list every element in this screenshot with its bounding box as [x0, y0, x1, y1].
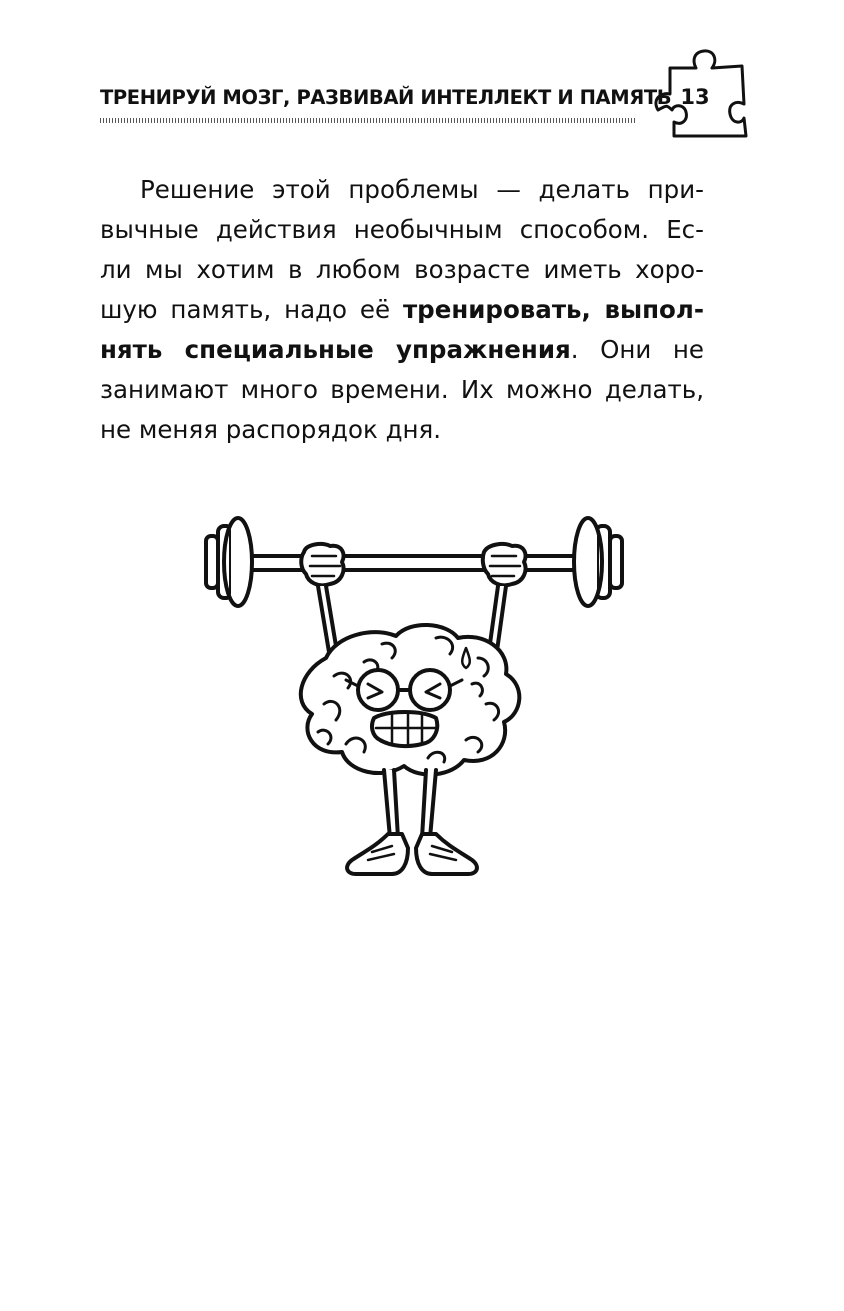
text-line	[100, 170, 704, 210]
text-line	[100, 250, 704, 290]
text-line	[100, 330, 704, 370]
text-run: шую память, надо её	[100, 295, 403, 324]
text-run: занимают много времени. Их можно делать,	[100, 375, 704, 404]
text-line	[100, 290, 704, 330]
running-header-title: ТРЕНИРУЙ МОЗГ, РАЗВИВАЙ ИНТЕЛЛЕКТ И ПАМЯТЬ	[100, 86, 672, 109]
emphasis-run: нять специальные упражнения	[100, 335, 571, 364]
text-run: Решение этой проблемы — делать при-	[140, 175, 704, 204]
text-run: ли мы хотим в любом возрасте иметь хоро-	[100, 255, 704, 284]
body-paragraph	[100, 170, 704, 450]
text-line	[100, 210, 704, 250]
text-run: не меняя распорядок дня.	[100, 415, 442, 444]
text-run: вычные действия необычным способом. Ес-	[100, 215, 704, 244]
text-run: . Они не	[570, 335, 704, 364]
text-line	[100, 370, 704, 410]
emphasis-run: тренировать, выпол-	[402, 295, 704, 324]
text-line-last	[100, 410, 704, 450]
brain-lifting-barbell-icon	[196, 508, 646, 898]
page-number: 13	[680, 85, 710, 109]
header-dotted-rule	[100, 118, 636, 123]
